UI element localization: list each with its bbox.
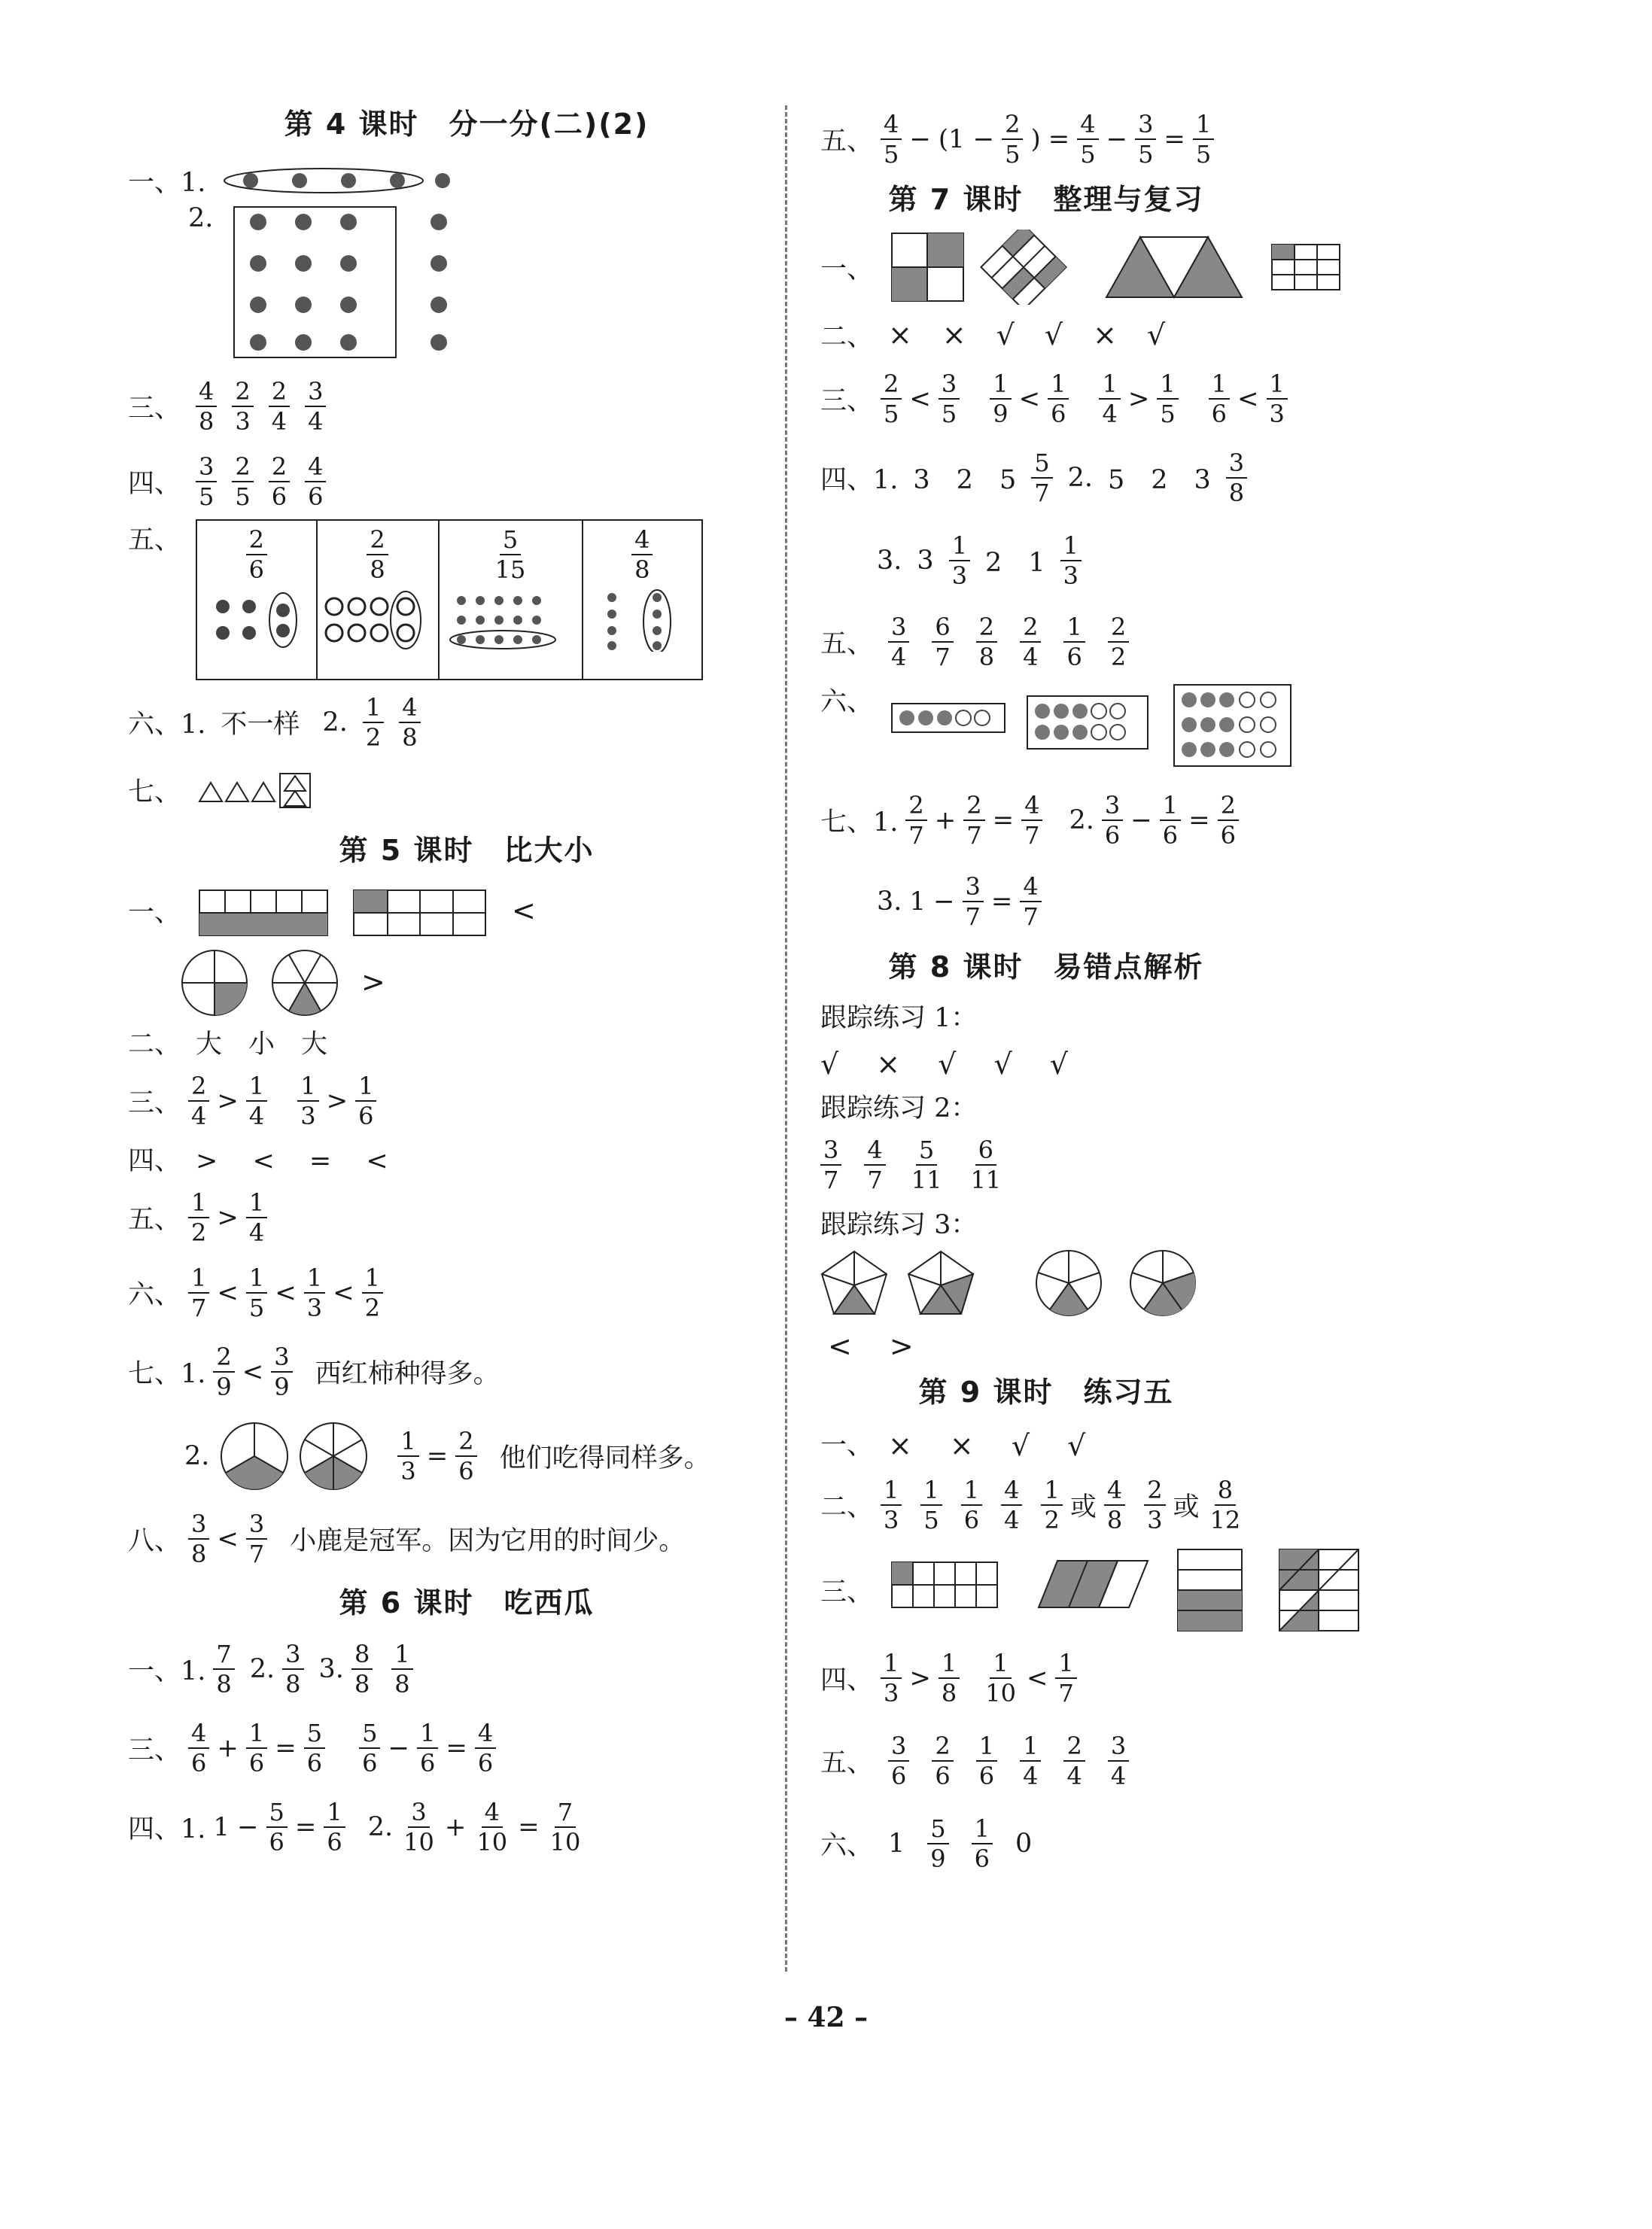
sub-label: 2. [184, 1441, 210, 1471]
s4-q5 [128, 519, 805, 685]
s4-q2 [128, 203, 805, 369]
section-title-5: 第 5 课时 比大小 [339, 834, 595, 867]
s5-q5-label: 五、 [128, 1204, 181, 1235]
s9-q5-label: 五、 [820, 1748, 874, 1778]
s4-q5-label: 五、 [128, 525, 181, 555]
s6-q3-label: 三、 [128, 1735, 181, 1765]
s5-q1a [128, 877, 805, 944]
s8-track3-shapes [820, 1245, 1573, 1321]
s9-q4-label: 四、 [820, 1665, 874, 1695]
s7-q2-label: 二、 [820, 322, 874, 352]
s7-q3: 三、 2 5 < 3 5 1 9 < 1 6 1 4 > 1 5 1 6 < 1 3 [820, 361, 1573, 436]
sub-label: 2. [322, 707, 348, 737]
s5-q6: 六、 1 7 < 1 5 < 1 3 < 1 2 [128, 1253, 805, 1332]
s4-q7-label: 七、 [128, 777, 181, 807]
s9-q6-label: 六、 [820, 1831, 874, 1861]
page-number: – 42 – [783, 2002, 869, 2033]
table-cell: 4 8 [583, 521, 702, 679]
section-title-4: 第 4 课时 分一分(二)(2) [284, 108, 650, 141]
circle-fractions-illustration [181, 947, 346, 1018]
s5-q1b [128, 944, 805, 1020]
s7-q3-label: 三、 [820, 386, 874, 416]
s8-track3-answer: < > [828, 1329, 914, 1363]
s5-q5: 五、 1 2 > 1 4 [128, 1181, 805, 1253]
s9-q4: 四、 1 3 > 1 8 1 10 < 1 7 [820, 1637, 1573, 1720]
bee-row-illustration [221, 162, 454, 199]
answer-text: > < = < [196, 1146, 388, 1176]
s8-track2-answer: 3 7 4 7 5 11 6 11 [820, 1129, 1573, 1200]
s7-q7-3: 3. 1 − $\frac{3}{7}$ = $\frac{4}{7}$ [820, 862, 1573, 941]
fraction: 2 4 [269, 377, 290, 436]
s5-q7-1: 七、1. 2 9 < 3 9 西红柿种得多。 [128, 1342, 500, 1401]
s9-q2-label: 二、 [820, 1492, 874, 1522]
smiley-boxes-illustration [888, 681, 1310, 771]
s8-track1-title: 跟踪练习 1： [820, 1003, 978, 1033]
s7-q7-label: 七、1. [820, 807, 899, 838]
fraction: 4 6 [305, 452, 326, 511]
section-title-6: 第 6 课时 吃西瓜 [339, 1586, 595, 1619]
s8-track2-title: 跟踪练习 2： [820, 1093, 978, 1124]
pizza-circles-illustration [217, 1419, 375, 1494]
pentagon-circle-illustration [820, 1248, 1212, 1319]
fraction: 1 2 [363, 693, 384, 752]
s5-q1-label: 一、 [128, 898, 181, 928]
butterfly-group-illustration [204, 584, 309, 652]
fraction-bars-illustration [196, 883, 497, 939]
s6-q1-label: 一、1. [128, 1656, 206, 1686]
s6-q5-label: 五、 [820, 126, 874, 157]
s9-q5: 五、 3 6 2 6 1 6 1 4 2 4 3 4 [820, 1720, 1573, 1802]
s9-q3 [820, 1543, 1573, 1637]
s6-q4-label: 四、1. [128, 1814, 206, 1844]
fraction: 2 5 [232, 452, 253, 511]
table-cell: 5 15 [440, 521, 583, 679]
s4-q3 [128, 369, 805, 444]
s4-q6-label: 六、1. [128, 710, 206, 740]
answer-text: 不一样 [221, 710, 300, 740]
s5-q8: 八、 3 8 < 3 7 小鹿是冠军。因为它用的时间少。 [128, 1510, 686, 1568]
s5-q2-label: 二、 [128, 1029, 181, 1060]
fraction: 4 8 [399, 693, 420, 752]
s4-q6 [128, 685, 805, 760]
s5-q7-2: 2. $\frac{1}{3}$ = $\frac{2}{6}$ 他们吃得同样多。 [128, 1411, 805, 1501]
left-column [128, 98, 805, 1866]
answer-text: 大 小 大 [196, 1029, 328, 1060]
section-title-7: 第 7 课时 整理与复习 [888, 183, 1204, 216]
compare-symbol: < [512, 894, 536, 927]
s5-q8-label: 八、 [128, 1526, 181, 1556]
s6-q4: 四、1. 1 − $\frac{5}{6}$ = $\frac{1}{6}$ 2. 3 10 + $\frac{4}{10}$ = $\frac{7}{10}$ [128, 1797, 581, 1856]
s6-q3: 三、 4 6 + $\frac{1}{6}$ = $\frac{5}{6}$ 5 6 − $\frac{1}{6}$ = $\frac{4}{6}$ [128, 1708, 805, 1787]
s5-q6-label: 六、 [128, 1279, 181, 1310]
s7-q5-label: 五、 [820, 628, 874, 659]
s7-q5: 五、 3 4 6 7 2 8 2 4 1 6 2 2 [820, 602, 1573, 681]
s4-q1-label: 一、1. [128, 168, 206, 198]
shaded-shapes-illustration-2 [888, 1546, 1370, 1634]
s7-q4-1: 四、1. 3 2 5 5 7 2. 5 2 3 3 8 [820, 436, 1573, 519]
s9-q2: 二、 1 3 1 5 1 6 4 4 1 2 或 4 8 2 3 或 8 12 [820, 1476, 1241, 1534]
section-title-8: 第 8 课时 易错点解析 [888, 950, 1204, 984]
fraction: 2 3 [232, 377, 253, 436]
s7-q1 [820, 226, 1573, 309]
s6-q5: 五、 4 5 − (1 − $\frac{2}{5}$ ) = $\frac{4}{5}$ − $\frac{3}{5}$ = $\frac{1}{5}$ [820, 105, 1573, 173]
s8-track3-title: 跟踪练习 3： [820, 1210, 978, 1240]
fraction: 3 4 [305, 377, 326, 436]
s4-q2-label: 2. [188, 203, 214, 233]
answer-text: 西红柿种得多。 [315, 1358, 500, 1389]
s5-q3-label: 三、 [128, 1087, 181, 1118]
s7-q1-label: 一、 [820, 254, 874, 284]
shaded-shapes-illustration [888, 230, 1355, 305]
s7-q4-3: 3. 3 1 3 2 1 1 3 [820, 519, 1573, 602]
s5-q4-label: 四、 [128, 1146, 181, 1176]
compare-symbol: > [361, 965, 385, 999]
s5-q2 [128, 1020, 805, 1065]
grouping-table [196, 519, 703, 680]
triangles-illustration [196, 770, 316, 811]
s9-q1-label: 一、 [820, 1430, 874, 1461]
section-title-9: 第 9 课时 练习五 [918, 1376, 1174, 1409]
s5-q7-label: 七、1. [128, 1358, 206, 1389]
table-cell: 2 8 [318, 521, 440, 679]
right-column [820, 105, 1573, 1885]
s7-q2: 二、 × × √ √ × √ [820, 309, 1573, 361]
duck-group-illustration [446, 584, 574, 652]
s6-q1: 一、1. 7 8 2. 3 8 3. 8 8 1 8 [128, 1629, 805, 1708]
fraction: 2 6 [269, 452, 290, 511]
s4-q3-label: 三、 [128, 394, 181, 424]
s4-q7 [128, 760, 805, 820]
s9-q3-label: 三、 [820, 1577, 874, 1607]
answer-text: 小鹿是冠军。因为它用的时间少。 [290, 1526, 686, 1556]
fraction: 4 8 [196, 377, 217, 436]
s5-q3: 三、 2 4 > 1 4 1 3 > 1 6 [128, 1065, 805, 1136]
s8-track1-answer: √ × √ √ √ [820, 1047, 1069, 1081]
ball-group-illustration [318, 584, 438, 652]
s4-q1 [128, 158, 805, 203]
s9-q6: 六、 1 5 9 1 6 0 [820, 1814, 1033, 1873]
s4-q4-label: 四、 [128, 469, 181, 499]
s7-q6-label: 六、 [820, 687, 874, 717]
s7-q4-label: 四、1. [820, 465, 899, 495]
s7-q6 [820, 681, 1573, 779]
candy-group-illustration [589, 584, 695, 652]
fraction: 3 5 [196, 452, 217, 511]
s5-q4 [128, 1136, 805, 1181]
s9-q1: 一、 × × √ √ [820, 1419, 1573, 1467]
table-cell: 2 6 [197, 521, 318, 679]
bee-grid-illustration [228, 203, 469, 361]
answer-text: 他们吃得同样多。 [499, 1443, 710, 1473]
s4-q4 [128, 444, 805, 519]
s7-q7-1: 七、1. 2 7 + $\frac{2}{7}$ = $\frac{4}{7}$ 2. 3 6 − $\frac{1}{6}$ = $\frac{2}{6}$ [820, 779, 1573, 862]
